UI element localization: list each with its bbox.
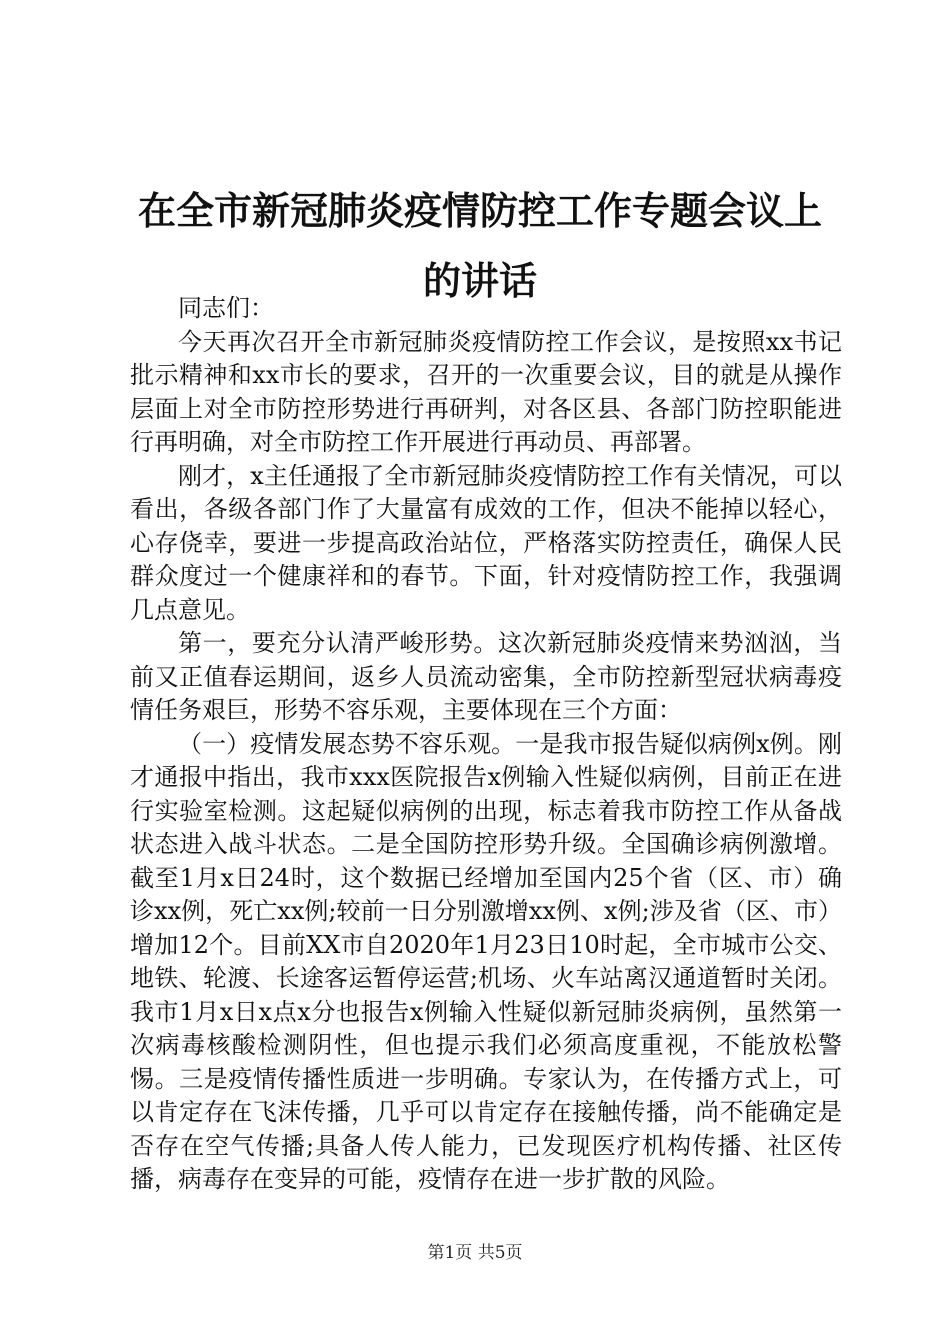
page-footer: 第1页 共5页 xyxy=(427,1243,523,1263)
document-title: 在全市新冠肺炎疫情防控工作专题会议上的讲话 xyxy=(137,189,822,303)
paragraph-intro: 今天再次召开全市新冠肺炎疫情防控工作会议，是按照xx书记批示精神和xx市长的要求，召开的一次重要会议，目的就是从操作层面上对全市防控形势进行再研判，对各区县、各部门防控职能进行再明确，对全市防控工作开展进行再动员、再部署。 xyxy=(130,327,842,456)
salutation: 同志们： xyxy=(178,294,274,322)
paragraph-report: 刚才，x主任通报了全市新冠肺炎疫情防控工作有关情况，可以看出，各级各部门作了大量富有成效的工作，但决不能掉以轻心，心存侥幸，要进一步提高政治站位，严格落实防控责任，确保人民群众度过一个健康祥和的春节。下面，针对疫情防控工作，我强调几点意见。 xyxy=(130,461,842,624)
document-body xyxy=(130,292,842,1197)
paragraph-point-one: 第一，要充分认清严峻形势。这次新冠肺炎疫情来势汹汹，当前又正值春运期间，返乡人员流动密集，全市防控新型冠状病毒疫情任务艰巨，形势不容乐观，主要体现在三个方面： xyxy=(130,629,842,724)
paragraph-subpoint-one: （一）疫情发展态势不容乐观。一是我市报告疑似病例x例。刚才通报中指出，我市xxx医院报告x例输入性疑似病例，目前正在进行实验室检测。这起疑似病例的出现，标志着我市防控工作从备战状态进入战斗状态。二是全国防控形势升级。全国确诊病例激增。截至1月x日24时，这个数据已经增加至国内25个省（区、市）确诊xx例，死亡xx例;较前一日分别激增xx例、x例;涉及省（区、市）增加12个。目前XX市自2020年1月23日10时起，全市城市公交、地铁、轮渡、长途客运暂停运营;机场、火车站离汉通道暂时关闭。我市1月x日x点x分也报告x例输入性疑似新冠肺炎病例，虽然第一次病毒核酸检测阴性，但也提示我们必须高度重视，不能放松警惕。三是疫情传播性质进一步明确。专家认为，在传播方式上，可以肯定存在飞沫传播，几乎可以肯定存在接触传播，尚不能确定是否存在空气传播;具备人传人能力，已发现医疗机构传播、社区传播，病毒存在变异的可能，疫情存在进一步扩散的风险。 xyxy=(130,729,842,1193)
